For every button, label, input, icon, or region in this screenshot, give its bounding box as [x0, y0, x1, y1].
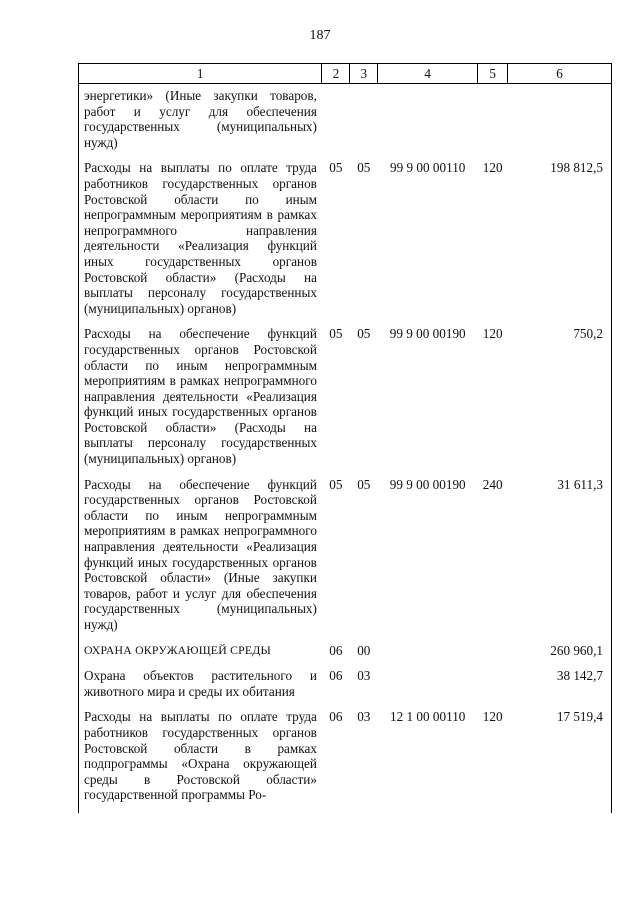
page-number: 187	[309, 28, 331, 43]
section-heading: ОХРАНА ОКРУЖАЮЩЕЙ СРЕДЫ	[79, 643, 322, 669]
table-row	[79, 160, 612, 326]
header-col-2: 2	[322, 64, 350, 84]
row-expense-type: 120	[482, 160, 503, 176]
row-expense-type: 120	[482, 326, 503, 342]
row-amount: 198 812,5	[508, 160, 612, 326]
row-section: 05	[329, 326, 343, 342]
header-col-3: 3	[350, 64, 378, 84]
row-target-code: 99 9 00 00190	[389, 476, 466, 492]
row-amount: 750,2	[508, 326, 612, 476]
header-col-5: 5	[478, 64, 508, 84]
row-amount: 31 611,3	[508, 477, 612, 643]
row-subsection: 05	[357, 326, 371, 342]
header-col-1: 1	[79, 64, 322, 84]
row-amount	[508, 84, 612, 161]
row-target-code: 99 9 00 00190	[389, 326, 466, 342]
table-header-row	[79, 64, 612, 84]
row-section: 06	[329, 642, 343, 658]
row-description: Расходы на выплаты по оплате труда работников государственных органов Ростовской области по иным непрограммным мероприятиям в рамках непрограммного направления деятельности «Реализация функций иных государственных органов Ростовской области» (Расходы на выплаты персоналу государственных (муниципальных) органов)	[79, 160, 322, 326]
row-expense-type	[478, 668, 508, 709]
table-row	[79, 709, 612, 813]
row-description: Охрана объектов растительного и животного мира и среды их обитания	[79, 668, 322, 709]
row-subsection	[350, 84, 378, 161]
header-col-6: 6	[508, 64, 612, 84]
row-subsection: 03	[357, 709, 371, 725]
row-subsection: 05	[357, 476, 371, 492]
row-expense-type	[478, 643, 508, 669]
row-description: Расходы на обеспечение функций государственных органов Ростовской области по иным непрограммным мероприятиям в рамках непрограммного направления деятельности «Реализация функций иных государственных органов Ростовской области» (Иные закупки товаров, работ и услуг для обеспечения государственных (муниципальных) нужд)	[79, 477, 322, 643]
budget-table	[78, 63, 612, 813]
row-target-code	[378, 668, 478, 709]
row-section: 06	[329, 668, 343, 684]
row-target-code: 99 9 00 00110	[390, 160, 466, 176]
row-target-code: 12 1 00 00110	[390, 709, 466, 725]
row-target-code	[378, 643, 478, 669]
row-section: 06	[329, 709, 343, 725]
row-description: Расходы на выплаты по оплате труда работников государственных органов Ростовской области в рамках подпрограммы «Охрана окружающей среды в Ростовской области» государственной программы Ро-	[79, 709, 322, 813]
table-row	[79, 477, 612, 643]
row-section: 05	[329, 476, 343, 492]
table-row	[79, 84, 612, 161]
row-section	[322, 84, 350, 161]
row-amount: 260 960,1	[508, 643, 612, 669]
row-subsection: 00	[357, 642, 371, 658]
row-expense-type: 240	[482, 476, 503, 492]
header-col-4: 4	[378, 64, 478, 84]
row-section: 05	[329, 160, 343, 176]
row-amount: 38 142,7	[508, 668, 612, 709]
table-row-section-heading	[79, 643, 612, 669]
row-description: Расходы на обеспечение функций государственных органов Ростовской области по иным непрограммным мероприятиям в рамках непрограммного направления деятельности «Реализация функций иных государственных органов Ростовской области» (Расходы на выплаты персоналу государственных (муниципальных) органов)	[79, 326, 322, 476]
row-description: энергетики» (Иные закупки товаров, работ и услуг для обеспечения государственных (муниципальных) нужд)	[79, 84, 322, 161]
row-expense-type: 120	[482, 709, 503, 725]
row-expense-type	[478, 84, 508, 161]
row-target-code	[378, 84, 478, 161]
table-row	[79, 668, 612, 709]
row-subsection: 05	[357, 160, 371, 176]
table-row	[79, 326, 612, 476]
row-subsection: 03	[357, 668, 371, 684]
row-amount: 17 519,4	[508, 709, 612, 813]
